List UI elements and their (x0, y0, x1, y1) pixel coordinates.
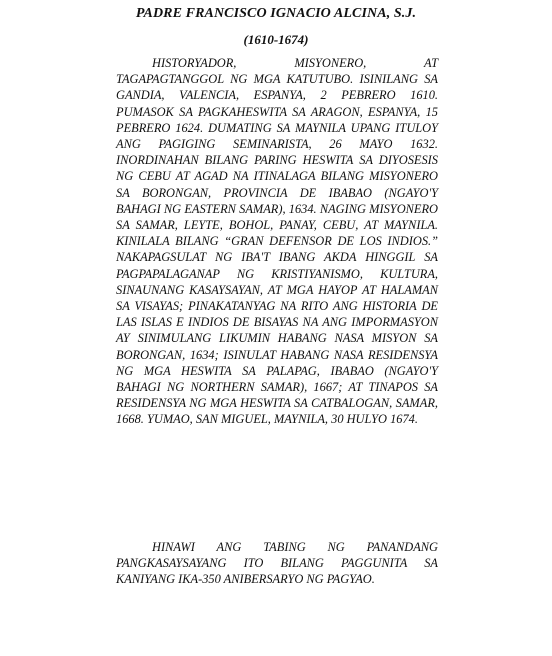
marker-title: PADRE FRANCISCO IGNACIO ALCINA, S.J. (135, 6, 417, 21)
life-years: (1610-1674) (243, 32, 309, 47)
dedication-paragraph: HINAWI ANG TABING NG PANANDANG PANGKASAYSAYANG ITO BILANG PAGGUNITA SA KANIYANG IKA-350 ANIBERSARYO NG PAGYAO. (116, 540, 438, 587)
biography-paragraph: HISTORYADOR, MISYONERO, AT TAGAPAGTANGGOL NG MGA KATUTUBO. ISINILANG SA GANDIA, VALENCIA, ESPANYA, 2 PEBRERO 1610. PUMASOK SA PAGKAHESWITA SA ARAGON, ESPANYA, 15 PEBRERO 1624. DUMATING SA MAYNILA UPANG ITULOY ANG PAGIGING SEMINARISTA, 26 MAYO 1632. INORDINAHAN BILANG PARING HESWITA SA DIYOSESIS NG CEBU AT AGAD NA ITINALAGA BILANG MISYONERO SA BORONGAN, PROVINCIA DE IBABAO (NGAYO'Y BAHAGI NG EASTERN SAMAR), 1634. NAGING MISYONERO SA SAMAR, LEYTE, BOHOL, PANAY, CEBU, AT MAYNILA. KINILALA BILANG “GRAN DEFENSOR DE LOS INDIOS.” NAKAPAGSULAT NG IBA'T IBANG AKDA HINGGIL SA PAGPAPALAGANAP NG KRISTIYANISMO, KULTURA, SINAUNANG KASAYSAYAN, AT MGA HAYOP AT HALAMAN SA VISAYAS; PINAKATANYAG NA RITO ANG HISTORIA DE LAS ISLAS E INDIOS DE BISAYAS NA ANG IMPORMASYON AY SINIMULANG LIKUMIN HABANG NASA MISYON SA BORONGAN, 1634; ISINULAT HABANG NASA RESIDENSYA NG MGA HESWITA SA PALAPAG, IBABAO (NGAYO'Y BAHAGI NG NORTHERN SAMAR), 1667; AT TINAPOS SA RESIDENSYA NG MGA HESWITA SA CATBALOGAN, SAMAR, 1668. YUMAO, SAN MIGUEL, MAYNILA, 30 HULYO 1674. (116, 56, 438, 427)
